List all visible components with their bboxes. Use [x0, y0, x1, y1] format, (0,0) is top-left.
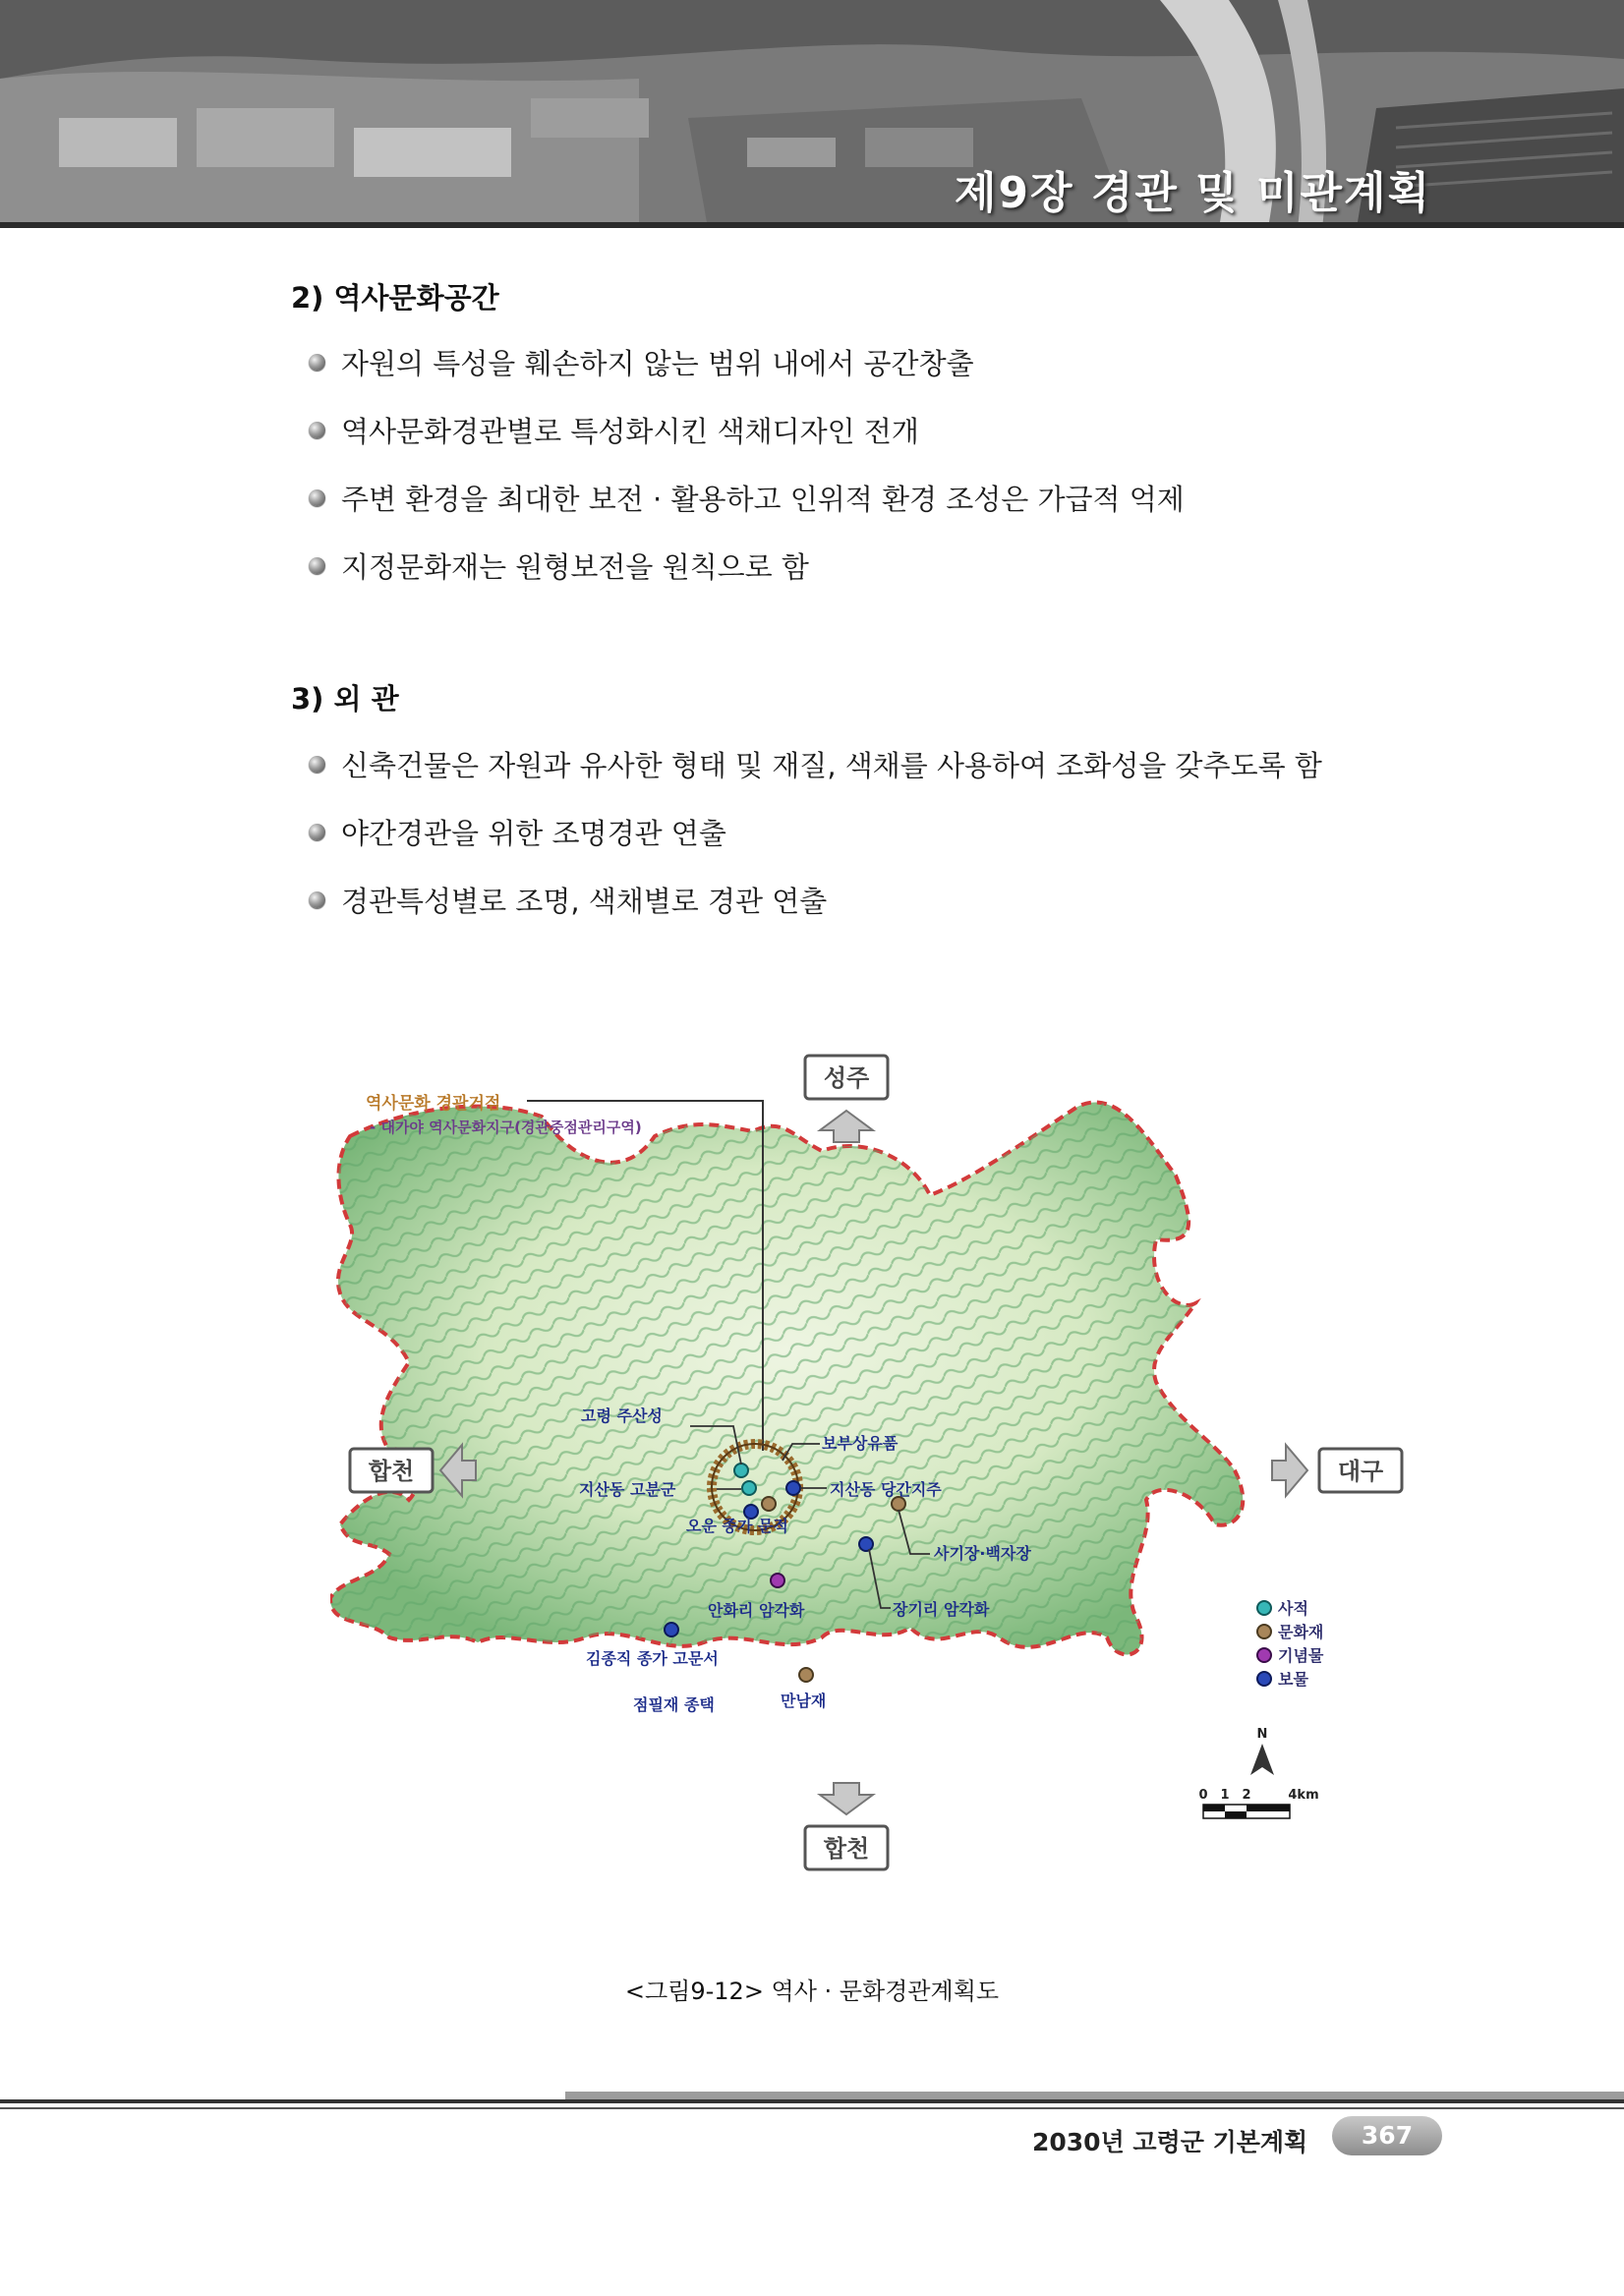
svg-text:합천: 합천	[368, 1458, 415, 1485]
svg-text:성주: 성주	[823, 1064, 870, 1092]
page-number: 367	[1332, 2116, 1442, 2155]
direction-north	[805, 1056, 888, 1142]
svg-text:4km: 4km	[1288, 1788, 1319, 1803]
svg-text:합천: 합천	[823, 1835, 870, 1863]
historic-landscape-map	[330, 1028, 1431, 1932]
bullet-icon	[309, 422, 325, 438]
header-divider	[0, 222, 1624, 228]
scale-bar	[1198, 1788, 1318, 1818]
marker-treasure	[859, 1537, 873, 1551]
place-label: 고령 주산성	[581, 1406, 663, 1425]
legend-label: 기념물	[1278, 1646, 1324, 1665]
place-label: 점필재 종택	[633, 1695, 715, 1714]
legend-swatch	[1257, 1601, 1271, 1615]
svg-text:N: N	[1256, 1727, 1268, 1742]
header-banner	[0, 0, 1624, 228]
place-label: 장기리 암각화	[893, 1600, 990, 1619]
place-label: 보부상유품	[822, 1434, 899, 1453]
direction-south	[805, 1783, 888, 1869]
place-label: 안화리 암각화	[708, 1601, 805, 1620]
place-label: 오운 종가 문적	[686, 1517, 788, 1535]
marker-cultural	[762, 1497, 776, 1511]
county-territory	[330, 1102, 1243, 1654]
list-item-text: 신축건물은 자원과 유사한 형태 및 재질, 색채를 사용하여 조화성을 갖추도록 함	[341, 749, 1322, 782]
bullet-icon	[309, 557, 325, 574]
list-item-text: 야간경관을 위한 조명경관 연출	[341, 817, 726, 850]
north-arrow-icon	[1250, 1727, 1274, 1775]
list-item	[309, 410, 919, 450]
list-item	[309, 342, 974, 382]
bullet-icon	[309, 891, 325, 908]
svg-text:2: 2	[1242, 1788, 1251, 1803]
marker-site	[734, 1464, 748, 1477]
section-heading-historic-space: 2) 역사문화공간	[291, 281, 499, 315]
bullet-icon	[309, 756, 325, 773]
list-item	[309, 545, 809, 586]
legend-swatch	[1257, 1648, 1271, 1662]
place-label: 지산동 당간지주	[830, 1480, 942, 1499]
legend-label: 보물	[1278, 1670, 1308, 1689]
marker-cultural	[799, 1668, 813, 1682]
arrow-up-icon	[820, 1111, 873, 1142]
list-item	[309, 880, 827, 920]
marker-treasure	[665, 1623, 678, 1636]
footer-title: 2030년 고령군 기본계획	[1032, 2128, 1308, 2156]
footer-divider-accent	[565, 2092, 1624, 2099]
legend-label: 사적	[1278, 1599, 1308, 1618]
svg-text:1: 1	[1220, 1788, 1230, 1803]
direction-east	[1272, 1445, 1402, 1496]
place-label: 만남재	[781, 1692, 827, 1710]
arrow-right-icon	[1272, 1445, 1307, 1496]
list-item-text: 지정문화재는 원형보전을 원칙으로 함	[341, 550, 809, 584]
place-label: 김종직 종가 고문서	[586, 1649, 719, 1668]
list-item-text: 자원의 특성을 훼손하지 않는 범위 내에서 공간창출	[341, 347, 974, 380]
marker-monument	[771, 1574, 784, 1587]
list-item	[309, 812, 726, 852]
marker-treasure	[786, 1481, 800, 1495]
list-item-text: 주변 환경을 최대한 보전 · 활용하고 인위적 환경 조성은 가급적 억제	[341, 483, 1185, 516]
footer-divider-thin	[0, 2107, 1624, 2109]
marker-cultural	[892, 1497, 905, 1511]
legend-label: 문화재	[1278, 1623, 1324, 1641]
chapter-title: 제9장 경관 및 미관계획	[954, 168, 1431, 218]
arrow-down-icon	[820, 1783, 873, 1814]
map-legend	[1257, 1599, 1324, 1689]
svg-text:0: 0	[1198, 1788, 1208, 1803]
list-item	[309, 478, 1185, 518]
figure-caption: <그림9-12> 역사 · 문화경관계획도	[624, 1978, 1000, 2005]
svg-text:대구: 대구	[1337, 1458, 1384, 1485]
section-heading-exterior: 3) 외 관	[291, 682, 399, 716]
footer-divider	[0, 2099, 1624, 2103]
legend-swatch	[1257, 1625, 1271, 1638]
list-item-text: 경관특성별로 조명, 색채별로 경관 연출	[341, 885, 828, 918]
bullet-icon	[309, 354, 325, 371]
bullet-icon	[309, 489, 325, 506]
bullet-icon	[309, 824, 325, 840]
list-item-text: 역사문화경관별로 특성화시킨 색채디자인 전개	[341, 415, 919, 448]
direction-west	[350, 1445, 476, 1496]
list-item	[309, 744, 1322, 784]
place-label: 지산동 고분군	[579, 1480, 676, 1499]
marker-site	[742, 1481, 756, 1495]
svg-text:역사문화 경관거점: 역사문화 경관거점	[366, 1094, 501, 1114]
place-label: 사기장·백자장	[934, 1544, 1031, 1563]
svg-text:- 대가야 역사문화지구(경관중점관리구역): - 대가야 역사문화지구(경관중점관리구역)	[370, 1119, 642, 1136]
legend-swatch	[1257, 1672, 1271, 1686]
